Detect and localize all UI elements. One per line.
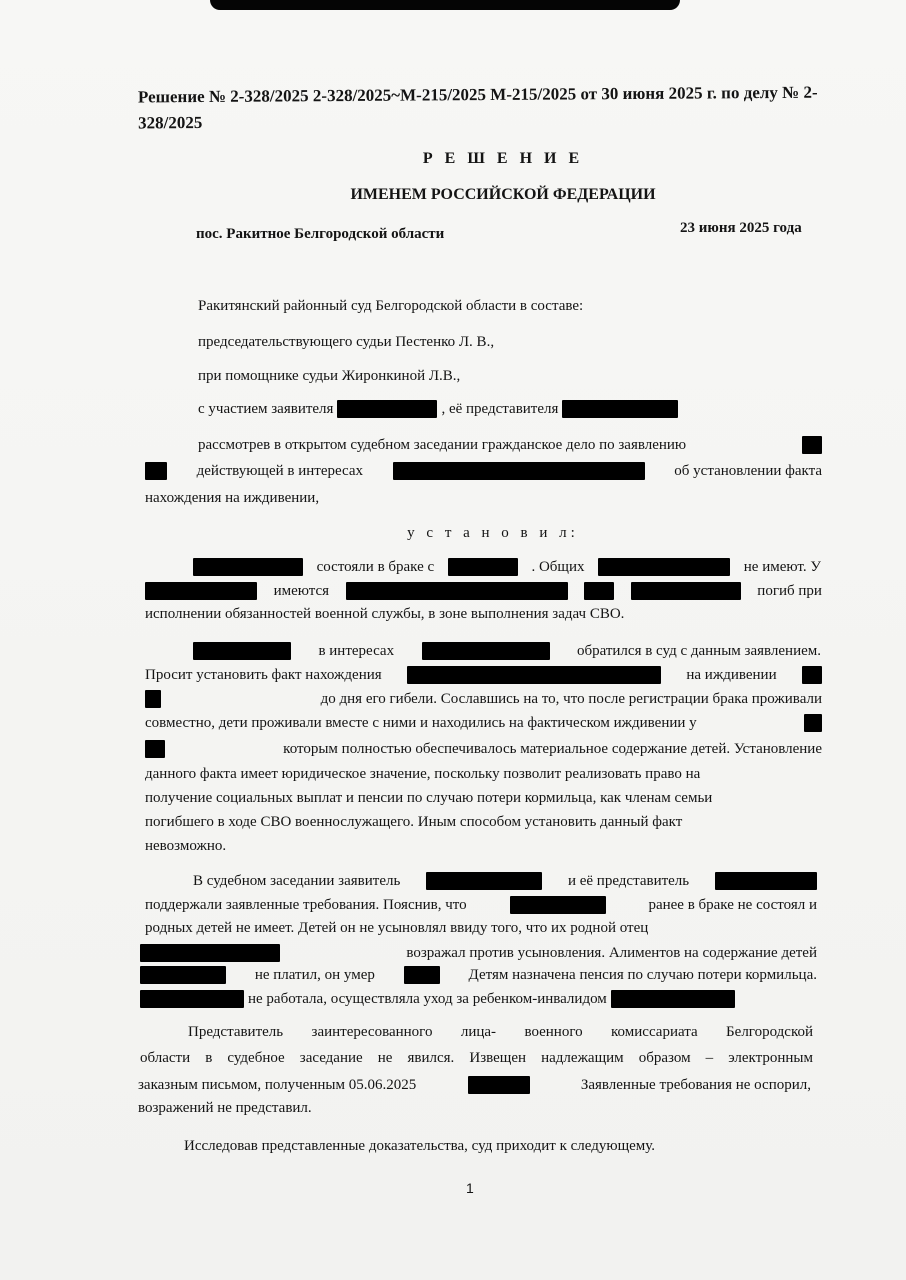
redaction [407, 666, 661, 684]
redaction [804, 714, 822, 732]
p2-line-4 [145, 714, 822, 732]
participation-text-a: с участием заявителя [198, 400, 334, 417]
considered-text-1: рассмотрев в открытом судебном заседании гражданское дело по заявлению [198, 436, 687, 453]
redaction [145, 582, 257, 600]
p1-line-1 [193, 558, 821, 576]
p5-line: Исследовав представленные доказательства, суд приходит к следующему. [184, 1138, 656, 1154]
redaction [510, 896, 606, 914]
intro-considered-2 [145, 462, 822, 480]
intro-considered-1 [198, 436, 822, 454]
p3-line-4 [140, 944, 817, 962]
redaction [448, 558, 518, 576]
p3-text-4: возражал против усыновления. Алиментов на содержание детей [406, 944, 817, 961]
document-title: Решение № 2-328/2025 2-328/2025~М-215/2025 М-215/2025 от 30 июня 2025 г. по делу № 2-328/2025 [137, 82, 818, 133]
redaction [145, 740, 165, 758]
p2-text-5: которым полностью обеспечивалось материальное содержание детей. Установление [283, 740, 822, 757]
redaction [393, 462, 645, 480]
considered-text-2b: об установлении факта [674, 462, 822, 479]
redaction [193, 642, 291, 660]
p2-line-3 [145, 690, 822, 708]
redaction [140, 990, 244, 1008]
redaction [140, 966, 226, 984]
p2-text-1b: обратился в суд с данным заявлением. [576, 642, 821, 659]
redaction [598, 558, 730, 576]
p2-text-1a: в интересах [318, 642, 395, 659]
p2-text-3: до дня его гибели. Сославшись на то, что после регистрации брака проживали [320, 690, 822, 707]
p3-line-1 [193, 872, 817, 890]
p3-text-5b: Детям назначена пенсия по случаю потери кормильца. [468, 966, 817, 983]
p1-text-1c: не имеют. У [743, 558, 821, 575]
redaction [145, 462, 167, 480]
p1-text-2a: имеются [273, 582, 330, 599]
p2-line-2 [145, 666, 822, 684]
p1-line-2 [145, 582, 822, 600]
redaction [426, 872, 542, 890]
p3-line-6 [140, 990, 735, 1008]
scan-edge [210, 0, 680, 10]
p1-line-3: исполнении обязанностей военной службы, в зоне выполнения задач СВО. [145, 606, 625, 622]
p4-text-3a: заказным письмом, полученным 05.06.2025 [138, 1076, 417, 1093]
redaction [631, 582, 741, 600]
p4-line-4: возражений не представил. [138, 1100, 312, 1116]
intro-assistant: при помощнике судьи Жиронкиной Л.В., [198, 368, 461, 384]
p3-text-6: не работала, осуществляла уход за ребенком-инвалидом [248, 990, 607, 1007]
p3-line-5 [140, 966, 817, 984]
established-heading: у с т а н о в и л: [407, 525, 579, 541]
decision-heading: Р Е Ш Е Н И Е [422, 150, 584, 167]
redaction [422, 642, 550, 660]
intro-participation [198, 400, 678, 418]
p1-text-2b: погиб при [757, 582, 822, 599]
p3-line-3: родных детей не имеет. Детей он не усыновлял ввиду того, что их родной отец [145, 920, 649, 936]
p2-line-9: невозможно. [145, 838, 227, 854]
p1-text-1b: . Общих [531, 558, 585, 575]
in-name-heading: ИМЕНЕМ РОССИЙСКОЙ ФЕДЕРАЦИИ [350, 186, 656, 203]
redaction [145, 690, 161, 708]
redaction [802, 436, 822, 454]
date-text: 23 июня 2025 года [680, 220, 802, 236]
redaction [611, 990, 735, 1008]
redaction [584, 582, 614, 600]
page-number: 1 [466, 1180, 474, 1196]
p3-text-5a: не платил, он умер [254, 966, 375, 983]
p4-line-2: области в судебное заседание не явился. Извещен надлежащим образом – электронным [140, 1050, 813, 1066]
p3-text-1b: и её представитель [567, 872, 690, 889]
redaction [715, 872, 817, 890]
intro-considered-3: нахождения на иждивении, [145, 490, 320, 506]
redaction [802, 666, 822, 684]
p2-line-6: данного факта имеет юридическое значение, поскольку позволит реализовать право на [145, 766, 701, 782]
p4-line-3 [138, 1076, 811, 1094]
redaction [140, 944, 280, 962]
p2-text-2a: Просит установить факт нахождения [145, 666, 382, 683]
p4-text-3b: Заявленные требования не оспорил, [580, 1076, 811, 1093]
p3-line-2 [145, 896, 817, 914]
redaction [404, 966, 440, 984]
p2-line-1 [193, 642, 821, 660]
p2-line-8: погибшего в ходе СВО военнослужащего. Иным способом установить данный факт [145, 814, 683, 830]
p2-line-5 [145, 740, 822, 758]
redaction [468, 1076, 530, 1094]
place-text: пос. Ракитное Белгородской области [196, 226, 445, 242]
redaction [337, 400, 437, 418]
p3-text-2b: ранее в браке не состоял и [648, 896, 817, 913]
p4-line-1: Представитель заинтересованного лица- военного комиссариата Белгородской [188, 1024, 813, 1040]
considered-text-2a: действующей в интересах [196, 462, 364, 479]
redaction [346, 582, 568, 600]
redaction [562, 400, 678, 418]
p2-line-7: получение социальных выплат и пенсии по случаю потери кормильца, как членам семьи [145, 790, 713, 806]
participation-text-b: , её представителя [441, 400, 559, 417]
p2-text-4: совместно, дети проживали вместе с ними и находились на фактическом иждивении у [145, 714, 697, 731]
redaction [193, 558, 303, 576]
intro-court: Ракитянский районный суд Белгородской области в составе: [198, 298, 584, 314]
intro-judge: председательствующего судьи Пестенко Л. В., [198, 334, 495, 350]
p3-text-1a: В судебном заседании заявитель [193, 872, 401, 889]
p2-text-2b: на иждивении [686, 666, 777, 683]
p3-text-2a: поддержали заявленные требования. Пояснив, что [145, 896, 467, 913]
p1-text-1a: состояли в браке с [316, 558, 435, 575]
